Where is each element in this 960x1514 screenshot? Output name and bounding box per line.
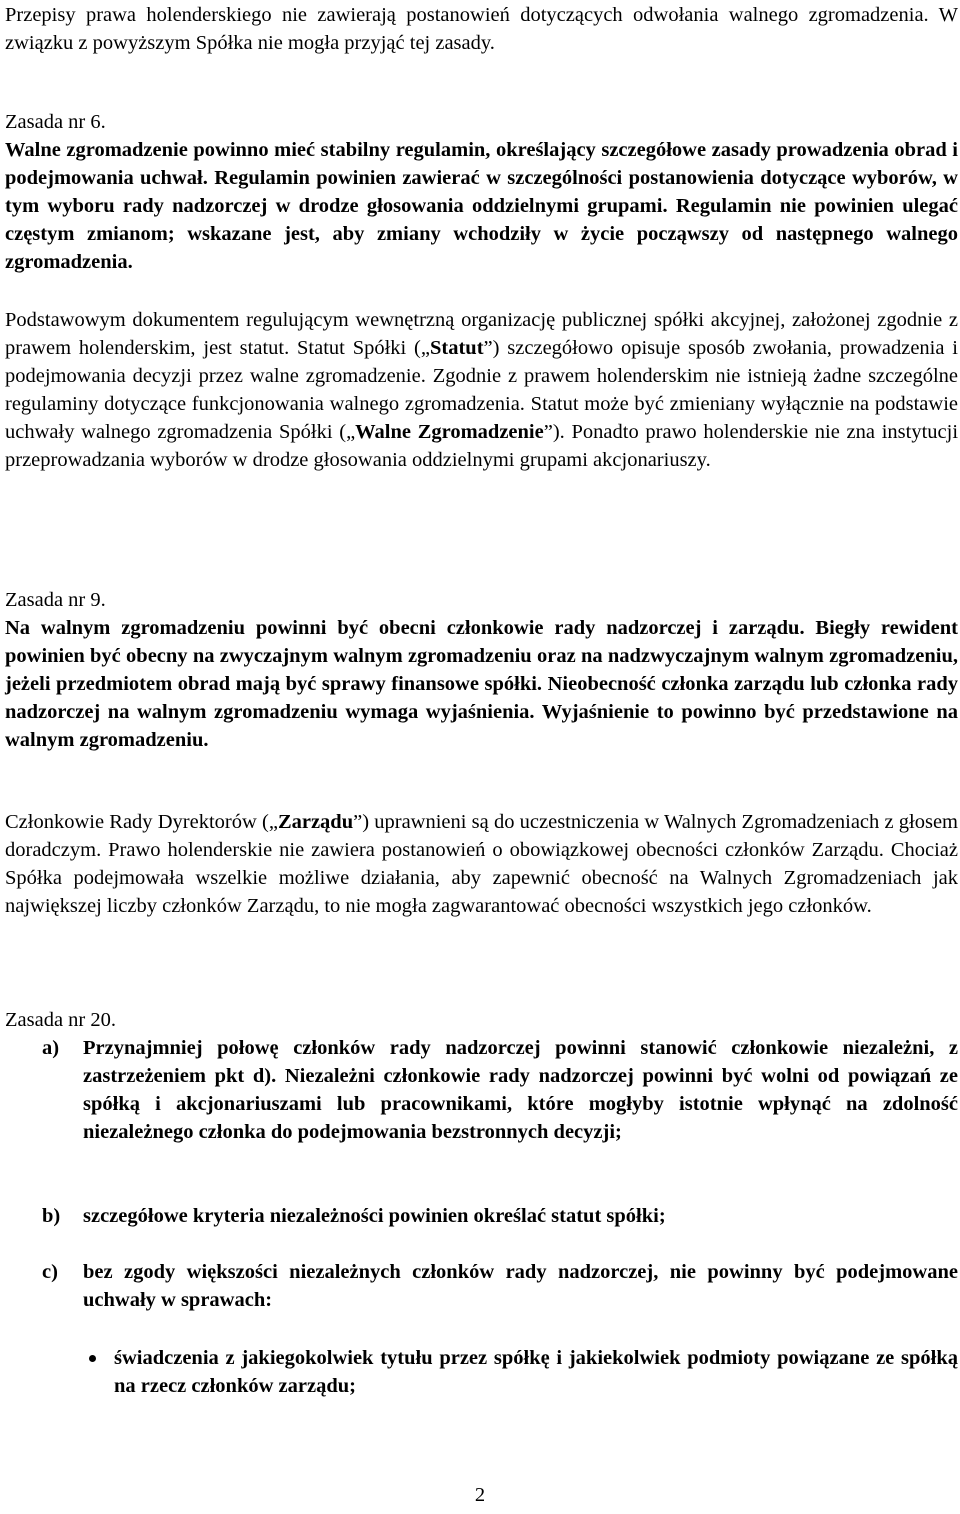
zasada-20-item-c xyxy=(5,1258,958,1314)
list-item-text: szczegółowe kryteria niezależności powinien określać statut spółki; xyxy=(83,1205,666,1227)
zasada-20-item-b xyxy=(5,1202,958,1230)
term-walne-zgromadzenie: Walne Zgromadzenie xyxy=(355,421,544,443)
bullet-item xyxy=(5,1344,958,1400)
page-number: 2 xyxy=(474,1484,486,1506)
statut-paragraph xyxy=(5,306,958,474)
list-item xyxy=(5,1202,958,1230)
text-span: ”) szczegółowo opisuje sposób zwołania, prowadzenia i podejmowania decyzji przez walne zgromadzenie. Zgodnie z prawem holenderskim nie istnieją żadne szczególne regulaminy dotyczące funkcjonowania walnego zgromadzenia. Statut może być zmieniany wyłącznie na podstawie uchwały walnego zgromadzenia Spółki („ xyxy=(5,337,958,443)
zasada-9-text: Na walnym zgromadzeniu powinni być obecni członkowie rady nadzorczej i zarządu. Biegły rewident powinien być obecny na zwyczajnym walnym zgromadzeniu oraz na nadzwyczajnym walnym zgromadzeniu, jeżeli przedmiotem obrad mają być sprawy finansowe spółki. Nieobecność członka zarządu lub członka rady nadzorczej na walnym zgromadzeniu wymaga wyjaśnienia. Wyjaśnienie to powinno być przedstawione na walnym zgromadzeniu. xyxy=(5,617,958,751)
zasada-9-heading: Zasada nr 9. xyxy=(5,589,106,611)
term-zarzad: Zarządu xyxy=(277,811,354,833)
bullet-text: świadczenia z jakiegokolwiek tytułu przez spółkę i jakiekolwiek podmioty powiązane ze spółką na rzecz członków zarządu; xyxy=(114,1347,958,1397)
text-span: ”) uprawnieni są do uczestniczenia w Walnych Zgromadzeniach z głosem doradczym. Prawo holenderskie nie zawiera postanowień o obowiązkowej obecności członków Zarządu. Chociaż Spółka podejmowała wszelkie możliwe działania, aby zapewnić obecność na Walnych Zgromadzeniach jak największej liczby członków Zarządu, to nie mogła zagwarantować obecności wszystkich jego członków. xyxy=(5,811,958,917)
text-span: ”). Ponadto prawo holenderskie nie zna instytucji przeprowadzania wyborów w drodze głosowania oddzielnymi grupami akcjonariuszy. xyxy=(5,421,959,471)
list-item xyxy=(5,1258,958,1314)
text-span: Podstawowym dokumentem regulującym wewnętrzną organizację publicznej spółki akcyjnej, założonej zgodnie z prawem holenderskim, jest statut. Statut Spółki („ xyxy=(5,309,958,359)
list-marker: c) xyxy=(42,1261,58,1283)
bullet-icon xyxy=(89,1355,96,1362)
zarzad-paragraph xyxy=(5,808,958,920)
list-item-text: bez zgody większości niezależnych członków rady nadzorczej, nie powinny być podejmowane uchwały w sprawach: xyxy=(83,1261,958,1311)
zasada-20-bullet xyxy=(5,1344,958,1400)
zasada-20-item-a xyxy=(5,1034,958,1146)
list-item-text: Przynajmniej połowę członków rady nadzorczej powinni stanowić członkowie niezależni, z zastrzeżeniem pkt d). Niezależni członkowie rady nadzorczej powinni być wolni od powiązań ze spółką i akcjonariuszami lub pracownikami, które mogłyby istotnie wpłynąć na zdolność niezależnego członka do podejmowania bezstronnych decyzji; xyxy=(83,1037,958,1143)
zasada-6-heading: Zasada nr 6. xyxy=(5,111,106,133)
list-marker: b) xyxy=(42,1205,61,1227)
term-statut: Statut xyxy=(430,337,484,359)
zasada-6-text: Walne zgromadzenie powinno mieć stabilny regulamin, określający szczegółowe zasady prowadzenia obrad i podejmowania uchwał. Regulamin powinien zawierać w szczególności postanowienia dotyczące wyborów, w tym wyboru rady nadzorczej w drodze głosowania oddzielnymi grupami. Regulamin nie powinien ulegać częstym zmianom; wskazane jest, aby zmiany wchodziły w życie począwszy od następnego walnego zgromadzenia. xyxy=(5,139,958,273)
text-span: Członkowie Rady Dyrektorów („ xyxy=(5,811,278,833)
list-item xyxy=(5,1034,958,1146)
intro-paragraph: Przepisy prawa holenderskiego nie zawierają postanowień dotyczących odwołania walnego zgromadzenia. W związku z powyższym Spółka nie mogła przyjąć tej zasady. xyxy=(5,4,958,54)
zasada-20-heading: Zasada nr 20. xyxy=(5,1009,116,1031)
list-marker: a) xyxy=(42,1037,60,1059)
